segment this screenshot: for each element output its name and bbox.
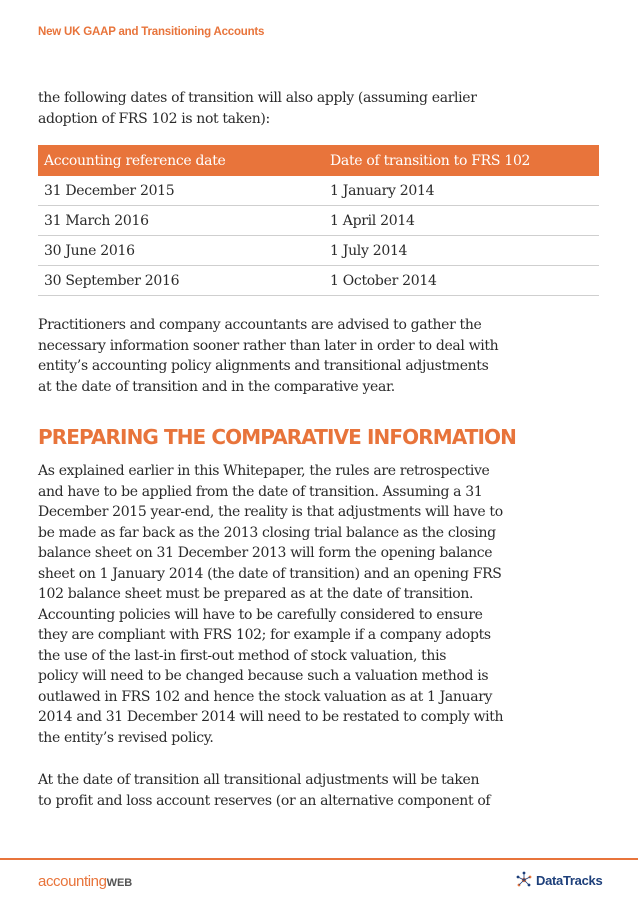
text-line: December 2015 year-end, the reality is that adjustments will have to <box>38 504 503 520</box>
logo-text-main: accounting <box>38 873 107 890</box>
table-cell: 1 January 2014 <box>324 176 599 206</box>
text-line: Practitioners and company accountants are advised to gather the <box>38 317 482 333</box>
text-line: sheet on 1 January 2014 (the date of transition) and an opening FRS <box>38 565 502 582</box>
table-cell: 31 December 2015 <box>38 176 324 206</box>
column-header-reference-date: Accounting reference date <box>38 145 324 176</box>
text-line: 2014 and 31 December 2014 will need to be restated to comply with <box>38 709 504 725</box>
text-line: be made as far back as the 2013 closing trial balance as the closing <box>38 524 496 541</box>
comparative-info-paragraph <box>38 461 600 748</box>
section-heading: PREPARING THE COMPARATIVE INFORMATION <box>38 425 516 449</box>
table-header-row <box>38 145 599 176</box>
text-line: necessary information sooner rather than later in order to deal with <box>38 337 499 354</box>
column-header-transition-date: Date of transition to FRS 102 <box>324 145 599 176</box>
running-header: New UK GAAP and Transitioning Accounts <box>38 26 265 38</box>
text-line: adoption of FRS 102 is not taken): <box>38 110 270 127</box>
text-line: entity’s accounting policy alignments and transitional adjustments <box>38 358 489 374</box>
table-cell: 30 June 2016 <box>38 236 324 266</box>
table-cell: 1 July 2014 <box>324 236 599 266</box>
accountingweb-logo <box>38 873 132 890</box>
text-line: policy will need to be changed because such a valuation method is <box>38 668 489 684</box>
text-line: 102 balance sheet must be prepared as at the date of transition. <box>38 586 474 602</box>
datatracks-logo <box>514 868 602 892</box>
intro-paragraph <box>38 88 600 129</box>
text-line: outlawed in FRS 102 and hence the stock valuation as at 1 January <box>38 688 493 705</box>
datatracks-emblem-icon <box>514 870 534 890</box>
table-row <box>38 176 599 206</box>
table-cell: 1 October 2014 <box>324 266 599 296</box>
table-cell: 31 March 2016 <box>38 206 324 236</box>
text-line: As explained earlier in this Whitepaper, the rules are retrospective <box>38 463 490 479</box>
footer-divider <box>0 858 638 860</box>
logo-text-suffix: WEB <box>106 877 133 889</box>
table-cell: 1 April 2014 <box>324 206 599 236</box>
table-row <box>38 266 599 296</box>
text-line: and have to be applied from the date of transition. Assuming a 31 <box>38 483 483 500</box>
text-line: balance sheet on 31 December 2013 will form the opening balance <box>38 545 493 561</box>
table-row <box>38 236 599 266</box>
text-line: Accounting policies will have to be carefully considered to ensure <box>38 606 483 623</box>
text-line: at the date of transition and in the comparative year. <box>38 378 395 395</box>
text-line: the following dates of transition will also apply (assuming earlier <box>38 90 477 106</box>
text-line: the use of the last-in first-out method of stock valuation, this <box>38 647 447 664</box>
text-line: the entity’s revised policy. <box>38 729 214 746</box>
transition-dates-table <box>38 145 599 296</box>
logo-text: DataTracks <box>536 872 603 888</box>
text-line: At the date of transition all transitional adjustments will be taken <box>38 772 480 788</box>
transition-adjustments-paragraph <box>38 770 600 811</box>
table-cell: 30 September 2016 <box>38 266 324 296</box>
text-line: they are compliant with FRS 102; for example if a company adopts <box>38 627 491 643</box>
text-line: to profit and loss account reserves (or an alternative component of <box>38 792 491 809</box>
practitioners-paragraph <box>38 315 600 397</box>
table-row <box>38 206 599 236</box>
